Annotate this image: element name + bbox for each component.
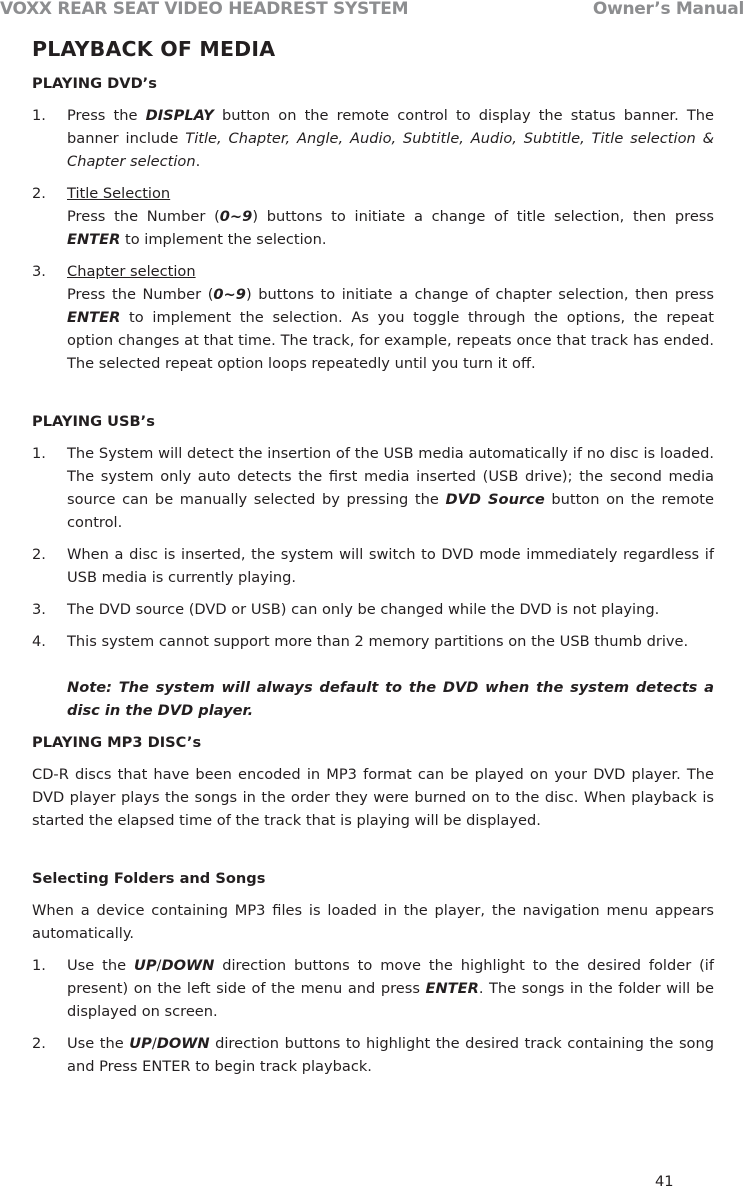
list-number: 1. — [32, 957, 46, 974]
title-selection-heading: Title Selection — [67, 185, 171, 202]
mp3-heading: PLAYING MP3 DISC’s — [32, 734, 202, 751]
list-number: 4. — [32, 633, 46, 650]
text: The DVD source (DVD or USB) can only be changed while the DVD is not playing. — [67, 601, 660, 618]
list-number: 3. — [32, 263, 46, 280]
usb-step-4 — [32, 630, 714, 722]
text: to implement the selection. As you toggle through the options, the repeat option changes at that time. The track, for example, repeats once that track has ended. The selected repeat option loops repeatedly until you turn it off. — [67, 309, 714, 372]
list-number: 1. — [32, 445, 46, 462]
dvd-heading: PLAYING DVD’s — [32, 75, 157, 92]
list-number: 3. — [32, 601, 46, 618]
text: . The songs in the folder will be displayed on screen. — [67, 980, 714, 1020]
text: ) buttons to initiate a change of title selection, then press — [252, 208, 715, 225]
text: When a disc is inserted, the system will switch to DVD mode immediately regardless if USB media is currently playing. — [67, 546, 714, 586]
text: Use the — [67, 1035, 130, 1052]
display-button-ref: DISPLAY — [145, 107, 214, 124]
enter-button-ref: ENTER — [67, 309, 121, 326]
text: . — [195, 153, 201, 170]
folders-heading: Selecting Folders and Songs — [32, 870, 266, 887]
usb-note: Note: The system will always default to the DVD when the system detects a disc in the DVD player. — [67, 679, 714, 719]
usb-step-3 — [32, 598, 714, 621]
dvd-step-3 — [32, 260, 714, 375]
page-content — [32, 34, 714, 1087]
header-title: VOXX REAR SEAT VIDEO HEADREST SYSTEM — [0, 0, 409, 19]
header-manual-label: Owner’s Manual — [592, 0, 744, 19]
list-number: 2. — [32, 1035, 46, 1052]
text: Press the Number ( — [67, 208, 220, 225]
text: / — [156, 957, 162, 974]
up-button-ref: UP — [134, 957, 157, 974]
down-button-ref: DOWN — [156, 1035, 210, 1052]
usb-step-1 — [32, 442, 714, 534]
text: This system cannot support more than 2 memory partitions on the USB thumb drive. — [67, 633, 689, 650]
text: to implement the selection. — [120, 231, 327, 248]
dvd-source-button-ref: DVD Source — [445, 491, 545, 508]
page-number: 41 — [655, 1173, 674, 1190]
text: Press the — [67, 107, 146, 124]
text: direction buttons to highlight the desired track containing the song and Press ENTER to begin track playback. — [67, 1035, 714, 1075]
text: Press the Number ( — [67, 286, 214, 303]
text: direction buttons to move the highlight to the desired folder (if present) on the left side of the menu and press — [67, 957, 714, 997]
usb-step-2 — [32, 543, 714, 589]
text: The System will detect the insertion of the USB media automatically if no disc is loaded. The system only auto detects the first media inserted (USB drive); the second media source can be manually selected by pressing the — [67, 445, 714, 508]
list-number: 1. — [32, 107, 46, 124]
banner-fields: Title, Chapter, Angle, Audio, Subtitle, Audio, Subtitle, Title selection & Chapter selection — [67, 130, 714, 170]
text: / — [151, 1035, 157, 1052]
folders-step-2 — [32, 1032, 714, 1078]
enter-button-ref: ENTER — [67, 231, 121, 248]
dvd-step-2 — [32, 182, 714, 251]
number-keys-ref: 0~9 — [219, 208, 253, 225]
page-header — [0, 0, 746, 24]
list-number: 2. — [32, 546, 46, 563]
folders-intro: When a device containing MP3 files is loaded in the player, the navigation menu appears automatically. — [32, 902, 714, 942]
text: ) buttons to initiate a change of chapter selection, then press — [245, 286, 714, 303]
dvd-step-1 — [32, 104, 714, 173]
list-number: 2. — [32, 185, 46, 202]
chapter-selection-heading: Chapter selection — [67, 263, 196, 280]
number-keys-ref: 0~9 — [213, 286, 246, 303]
enter-button-ref: ENTER — [425, 980, 479, 997]
text: button on the remote control. — [67, 491, 714, 531]
text: button on the remote control to display the status banner. The banner include — [67, 107, 714, 147]
up-button-ref: UP — [129, 1035, 152, 1052]
down-button-ref: DOWN — [161, 957, 215, 974]
page-title: PLAYBACK OF MEDIA — [32, 37, 276, 61]
text: Use the — [67, 957, 134, 974]
usb-heading: PLAYING USB’s — [32, 413, 155, 430]
folders-step-1 — [32, 954, 714, 1023]
mp3-paragraph: CD-R discs that have been encoded in MP3 format can be played on your DVD player. The DVD player plays the songs in the order they were burned on to the disc. When playback is started the elapsed time of the track that is playing will be displayed. — [32, 766, 714, 829]
